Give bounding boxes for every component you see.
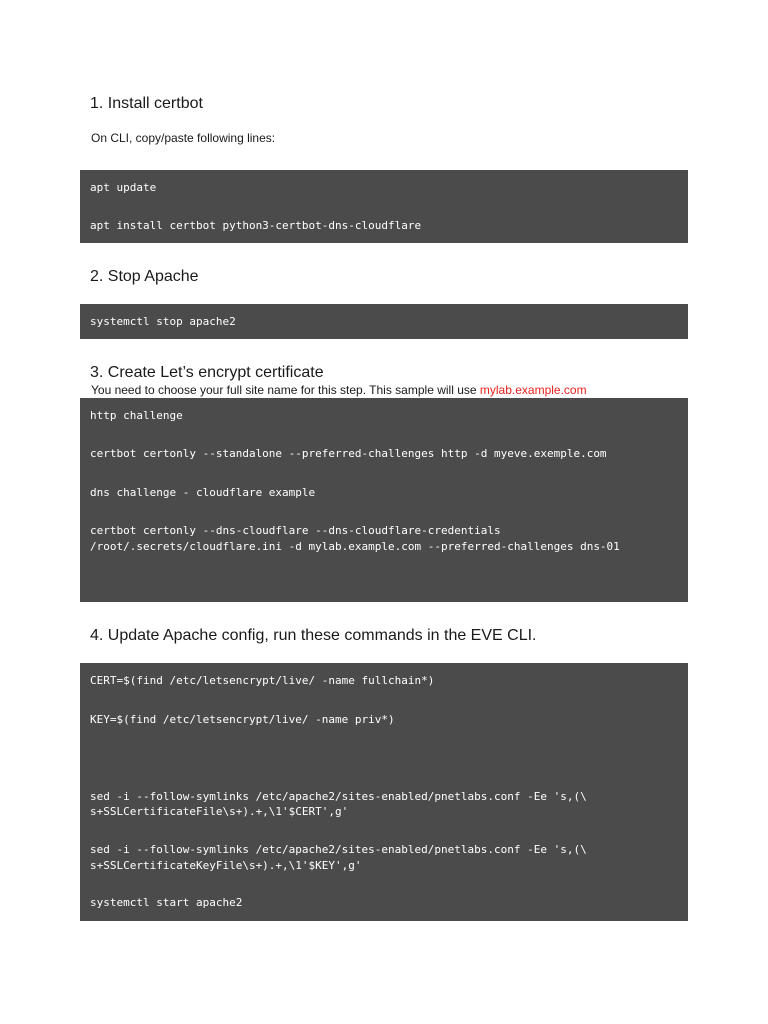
step-3-note	[91, 383, 587, 397]
code-line[interactable]: s+SSLCertificateKeyFile\s+).+,\1'$KEY',g'	[90, 859, 362, 872]
code-line[interactable]: sed -i --follow-symlinks /etc/apache2/sites-enabled/pnetlabs.conf -Ee 's,(\	[90, 790, 587, 803]
step-2-code-block[interactable]	[80, 304, 688, 339]
step-1-code-block[interactable]	[80, 170, 688, 243]
code-line[interactable]: sed -i --follow-symlinks /etc/apache2/sites-enabled/pnetlabs.conf -Ee 's,(\	[90, 843, 587, 856]
site-name-highlight: mylab.example.com	[479, 383, 587, 397]
step-3-heading: 3. Create Let’s encrypt certificate	[90, 364, 324, 381]
code-line[interactable]: certbot certonly --standalone --preferred-challenges http -d myeve.exemple.com	[90, 447, 607, 460]
code-line[interactable]: apt update	[90, 181, 157, 194]
code-line[interactable]: CERT=$(find /etc/letsencrypt/live/ -name fullchain*)	[90, 674, 435, 687]
step-1-note: On CLI, copy/paste following lines:	[91, 131, 276, 145]
step-3-code-block[interactable]	[80, 398, 688, 602]
code-line[interactable]: certbot certonly --dns-cloudflare --dns-cloudflare-credentials	[90, 524, 501, 537]
code-line[interactable]: dns challenge - cloudflare example	[90, 486, 316, 499]
code-line[interactable]: http challenge	[90, 409, 183, 422]
code-line[interactable]: systemctl stop apache2	[90, 315, 236, 328]
code-line[interactable]: KEY=$(find /etc/letsencrypt/live/ -name priv*)	[90, 713, 395, 726]
step-4-code-block[interactable]	[80, 663, 688, 921]
code-line[interactable]: /root/.secrets/cloudflare.ini -d mylab.example.com --preferred-challenges dns-01	[90, 540, 620, 553]
step-2-heading: 2. Stop Apache	[90, 268, 199, 285]
code-line[interactable]: systemctl start apache2	[90, 896, 243, 909]
step-3-note-text: You need to choose your full site name for this step. This sample will use	[91, 383, 480, 397]
step-1-heading: 1. Install certbot	[90, 95, 203, 112]
step-4-heading: 4. Update Apache config, run these commands in the EVE CLI.	[90, 627, 537, 644]
code-line[interactable]: s+SSLCertificateFile\s+).+,\1'$CERT',g'	[90, 805, 349, 818]
code-line[interactable]: apt install certbot python3-certbot-dns-cloudflare	[90, 219, 422, 232]
